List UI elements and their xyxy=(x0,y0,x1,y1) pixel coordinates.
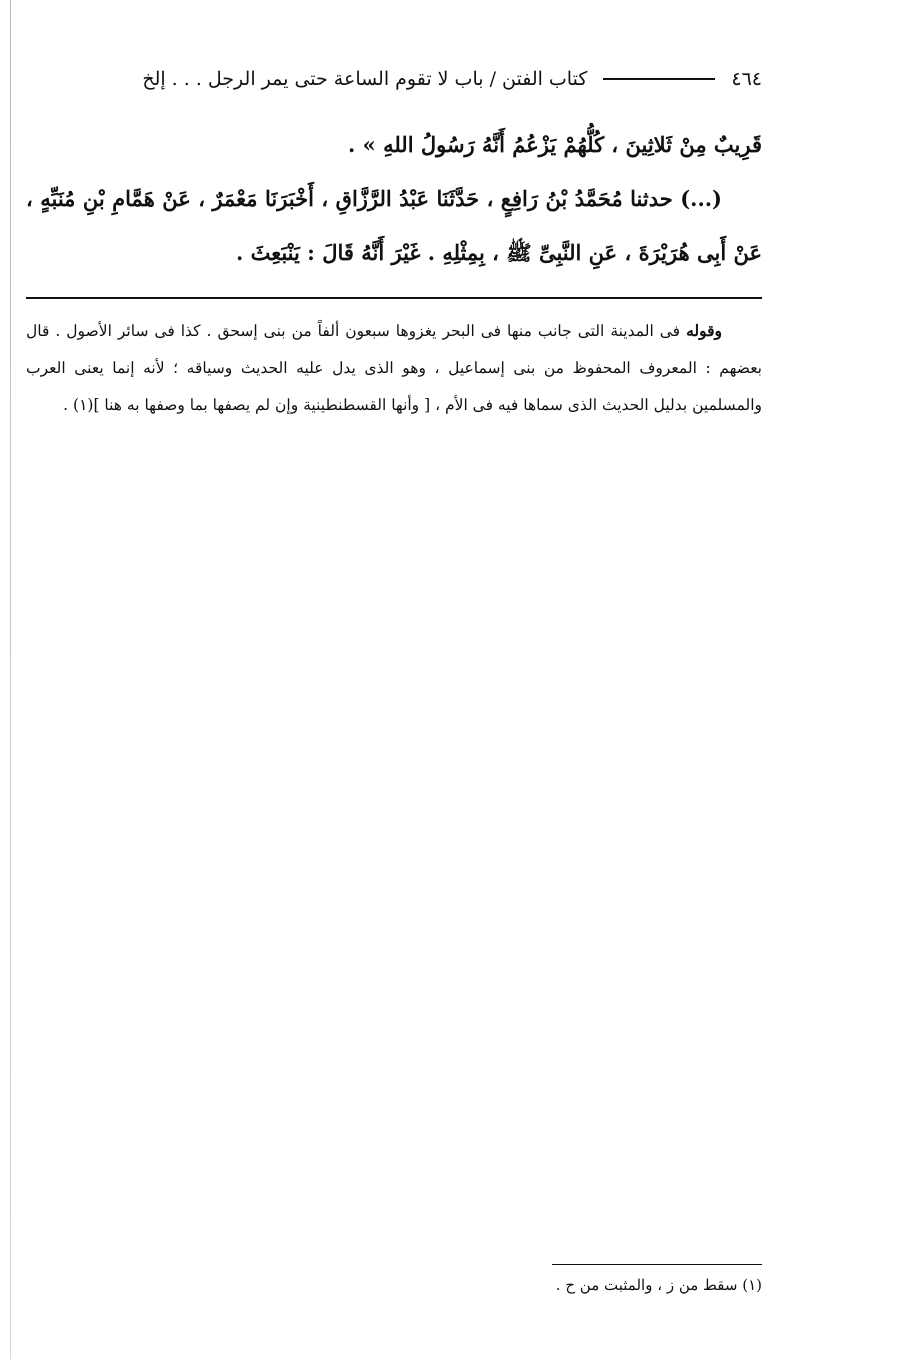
commentary-paragraph xyxy=(26,312,762,424)
footnote-rule xyxy=(552,1264,762,1265)
page-edge-line xyxy=(10,0,11,1359)
hadith-line-1: قَرِيبٌ مِنْ ثَلاثِينَ ، كُلُّهُمْ يَزْعُمُ أَنَّهُ رَسُولُ اللهِ » . xyxy=(348,132,762,157)
running-header xyxy=(26,62,762,96)
page-number: ٤٦٤ xyxy=(731,68,762,90)
hadith-text xyxy=(26,118,762,280)
hadith-paragraph-2: (...) حدثنا مُحَمَّدُ بْنُ رَافِعٍ ، حَدَّثَنَا عَبْدُ الرَّزَّاقِ ، أَخْبَرَنَا مَعْمَرٌ ، عَنْ هَمَّامِ بْنِ مُنَبِّهٍ ، عَنْ أَبِى هُرَيْرَةَ ، عَنِ النَّبِىِّ ﷺ ، بِمِثْلِهِ . غَيْرَ أَنَّهُ قَالَ : يَنْبَعِثَ . xyxy=(26,186,762,265)
commentary xyxy=(26,312,762,424)
commentary-lemma: وقوله xyxy=(686,321,722,340)
footnote: (١) سقط من ز ، والمثبت من ح . xyxy=(555,1276,762,1294)
text-divider xyxy=(26,297,762,299)
commentary-text: فى المدينة التى جانب منها فى البحر يغزوها سبعون ألفاً من بنى إسحق . كذا فى سائر الأصول . قال بعضهم : المعروف المحفوظ من بنى إسماعيل ، وهو الذى يدل عليه الحديث وسياقه ؛ لأنه إنما يعنى العرب والمسلمين بدليل الحديث الذى سماها فيه فى الأم ، [ وأنها القسطنطينية وإن لم يصفها بما وصفها به هنا ](١) . xyxy=(26,322,762,414)
running-title: كتاب الفتن / باب لا تقوم الساعة حتى يمر الرجل . . . إلخ xyxy=(142,68,588,90)
header-rule xyxy=(603,78,715,80)
